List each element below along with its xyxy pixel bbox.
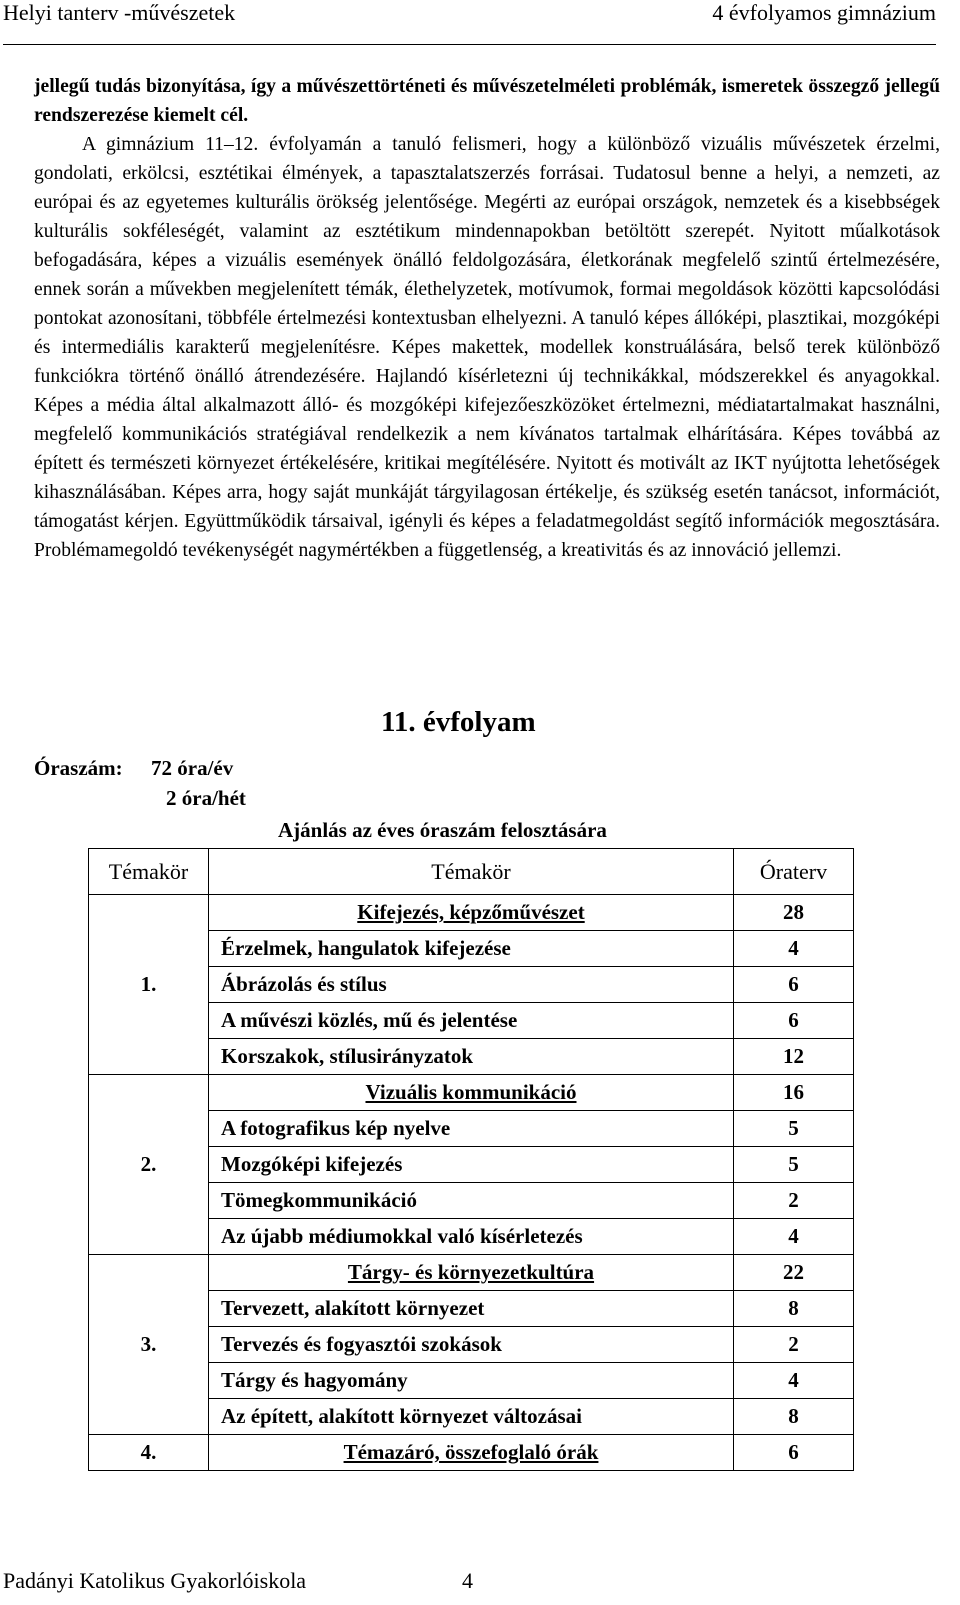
header-right-title: 4 évfolyamos gimnázium <box>712 0 936 25</box>
hours-allocation-table <box>88 848 854 1471</box>
intro-bold-paragraph: jellegű tudás bizonyítása, így a művészettörténeti és művészetelméleti problémák, ismeretek összegző jellegű rendszerezése kiemelt cél. <box>34 76 940 126</box>
topic-hours: 5 <box>734 1111 854 1147</box>
subtopic-name <box>209 1003 734 1039</box>
subtopic-name <box>209 1183 734 1219</box>
intro-text <box>34 72 940 565</box>
topic-label: Tárgy- és környezetkultúra <box>347 1260 595 1284</box>
header-topic-number: Témakör <box>89 849 209 895</box>
topic-hours: 4 <box>734 931 854 967</box>
topic-hours: 16 <box>734 1075 854 1111</box>
header-divider <box>3 44 936 45</box>
header-hours: Óraterv <box>734 849 854 895</box>
topic-label: A fotografikus kép nyelve <box>221 1116 451 1140</box>
table-row <box>89 1075 854 1111</box>
topic-hours: 5 <box>734 1147 854 1183</box>
topic-hours: 4 <box>734 1363 854 1399</box>
topic-label: Érzelmek, hangulatok kifejezése <box>221 936 511 960</box>
table-row <box>89 1435 854 1471</box>
subtopic-name <box>209 1399 734 1435</box>
header-topic: Témakör <box>209 849 734 895</box>
hours-per-week: 2 óra/hét <box>166 786 246 810</box>
topic-hours: 4 <box>734 1219 854 1255</box>
subtopic-name <box>209 1039 734 1075</box>
topic-hours: 22 <box>734 1255 854 1291</box>
topic-number: 2. <box>89 1075 209 1255</box>
table-row <box>89 895 854 931</box>
table-body <box>89 849 854 1471</box>
topic-hours: 8 <box>734 1291 854 1327</box>
topic-title <box>209 1075 734 1111</box>
topic-label: Az épített, alakított környezet változásai <box>221 1404 582 1428</box>
hours-per-year: 72 óra/év <box>151 756 234 780</box>
subtopic-name <box>209 931 734 967</box>
topic-label: Tömegkommunikáció <box>221 1188 418 1212</box>
allocation-subtitle: Ajánlás az éves óraszám felosztására <box>278 818 607 842</box>
table-header-row <box>89 849 854 895</box>
subtopic-name <box>209 1111 734 1147</box>
footer-school: Padányi Katolikus Gyakorlóiskola <box>3 1568 307 1593</box>
topic-number: 3. <box>89 1255 209 1435</box>
subtopic-name <box>209 1363 734 1399</box>
subtopic-name <box>209 1147 734 1183</box>
header-left-title: Helyi tanterv -művészetek <box>3 0 236 25</box>
topic-label: Tervezés és fogyasztói szokások <box>221 1332 502 1356</box>
topic-hours: 2 <box>734 1183 854 1219</box>
topic-title <box>209 1255 734 1291</box>
subtopic-name <box>209 967 734 1003</box>
subtopic-name <box>209 1291 734 1327</box>
hours-label: Óraszám: <box>34 756 123 780</box>
topic-hours: 28 <box>734 895 854 931</box>
topic-label: Tárgy és hagyomány <box>221 1368 408 1392</box>
intro-paragraph: A gimnázium 11–12. évfolyamán a tanuló felismeri, hogy a különböző vizuális művészetek érzelmi, gondolati, erkölcsi, esztétikai élmények, a tapasztalatszerzés forrásai. Tudatosul benne a helyi, a nemzeti, az európai és az egyetemes kulturális örökség jelentősége. Megérti az európai országok, nemzetek és a kisebbségek kulturális sokféleségét, valamint az esztétikum mindennapokban betöltött szerepét. Nyitott műalkotások befogadására, képes a vizuális események önálló feldolgozására, életkorának megfelelő szintű értelmezésére, ennek során a művekben megjelenített témák, élethelyzetek, motívumok, formai megoldások közötti kapcsolódási pontokat azonosítani, többféle értelmezési kontextusban elhelyezni. A tanuló képes állóképi, plasztikai, mozgóképi és intermediális karakterű megjelenítésre. Képes makettek, modellek konstruálására, belső terek különböző funkciókra történő önálló átrendezésére. Hajlandó kísérletezni új technikákkal, módszerekkel és anyagokkal. Képes a média által alkalmazott álló- és mozgóképi kifejezőeszközöket értelmezni, médiatartalmakat használni, megfelelő kommunikációs stratégiával rendelkezik a nem kívánatos tartalmak elhárítására. Képes továbbá az épített és természeti környezet értékelésére, kritikai megítélésére. Nyitott és motivált az IKT nyújtotta lehetőségek kihasználásában. Képes arra, hogy saját munkáját tárgyilagosan értékelje, és szükség esetén tanácsot, információt, támogatást kérjen. Együttműködik társaival, igényli és képes a feladatmegoldást segítő információk megosztására. Problémamegoldó tevékenységét nagymértékben a függetlenség, a kreativitás és az innováció jellemzi. <box>34 134 940 561</box>
topic-label: Vizuális kommunikáció <box>365 1080 577 1104</box>
page-number: 4 <box>462 1568 473 1593</box>
topic-number: 1. <box>89 895 209 1075</box>
topic-title <box>209 1435 734 1471</box>
topic-label: Korszakok, stílusirányzatok <box>221 1044 474 1068</box>
grade-heading: 11. évfolyam <box>381 706 536 738</box>
topic-hours: 6 <box>734 1435 854 1471</box>
topic-number: 4. <box>89 1435 209 1471</box>
topic-label: Témazáró, összefoglaló órák <box>343 1440 599 1464</box>
topic-hours: 8 <box>734 1399 854 1435</box>
topic-hours: 6 <box>734 967 854 1003</box>
topic-hours: 6 <box>734 1003 854 1039</box>
subtopic-name <box>209 1219 734 1255</box>
topic-label: Mozgóképi kifejezés <box>221 1152 403 1176</box>
table-row <box>89 1255 854 1291</box>
topic-label: Ábrázolás és stílus <box>221 972 387 996</box>
topic-hours: 12 <box>734 1039 854 1075</box>
topic-label: Az újabb médiumokkal való kísérletezés <box>221 1224 583 1248</box>
topic-hours: 2 <box>734 1327 854 1363</box>
topic-label: A művészi közlés, mű és jelentése <box>221 1008 518 1032</box>
topic-title <box>209 895 734 931</box>
topic-label: Tervezett, alakított környezet <box>221 1296 485 1320</box>
topic-label: Kifejezés, képzőművészet <box>357 900 585 924</box>
subtopic-name <box>209 1327 734 1363</box>
